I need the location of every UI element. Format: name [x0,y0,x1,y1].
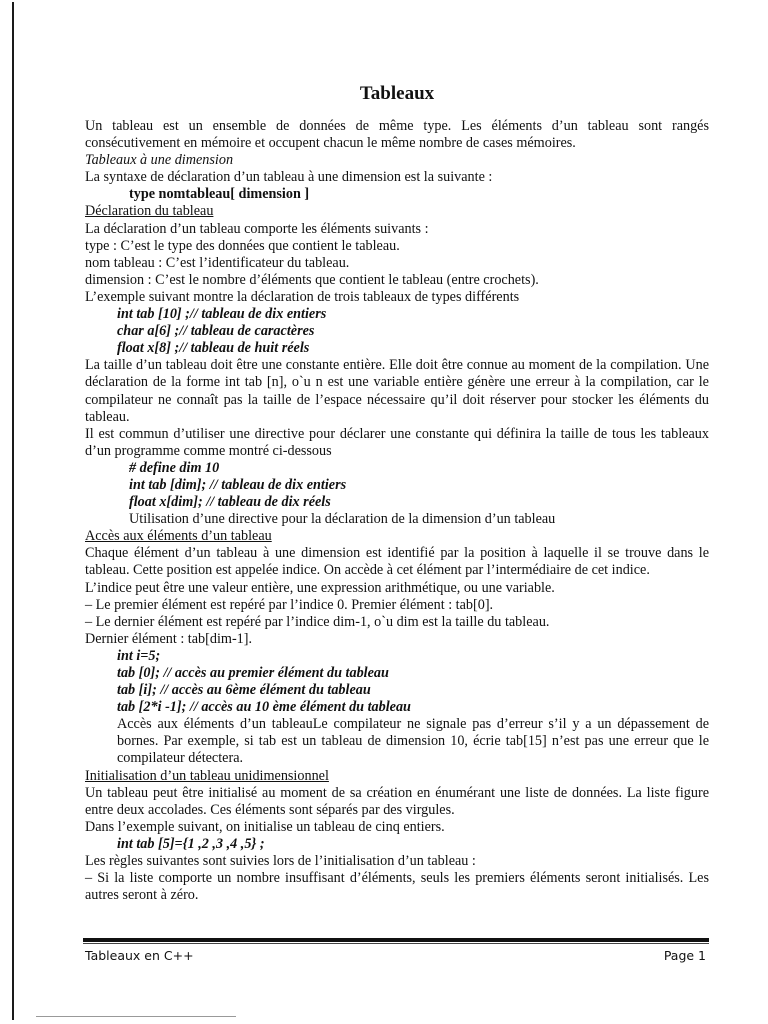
paragraph-bounds: Accès aux éléments d’un tableauLe compilateur ne signale pas d’erreur s’il y a un dépassement de bornes. Par exemple, si tab est un tableau de dimension 10, écrie tab[15] n’est pas une erreur que le compilateur détectera. [117,716,709,767]
paragraph-rules: Les règles suivantes sont suivies lors de l’initialisation d’un tableau : [85,853,476,870]
paragraph-size: La taille d’un tableau doit être une constante entière. Elle doit être connue au moment de la compilation. Une déclaration de la forme int tab [n], o`u n est une variable entière génère une erreur à la compilation, car le compilateur ne connaît pas la taille de l’espace nécessaire qu’il doit réserver pour stocker les éléments du tableau. [85,357,709,425]
paragraph-declaration: La déclaration d’un tableau comporte les éléments suivants : [85,220,429,237]
page-title: Tableaux [359,83,435,104]
section-heading-access: Accès aux éléments d’un tableau [85,528,272,545]
paragraph-init-example: Dans l’exemple suivant, on initialise un tableau de cinq entiers. [85,818,445,835]
subheading-one-dimension: Tableaux à une dimension [85,152,234,169]
footer-document-title: Tableaux en C++ [85,948,194,963]
code-line: float x[8] ;// tableau de huit réels [117,340,310,357]
code-line: int i=5; [117,647,161,664]
code-line: tab [i]; // accès au 6ème élément du tableau [117,682,371,699]
paragraph-example: L’exemple suivant montre la déclaration de trois tableaux de types différents [85,288,520,305]
code-line: int tab [dim]; // tableau de dix entiers [129,476,347,493]
definition-type: type : C’est le type des données que contient le tableau. [85,237,400,254]
code-line: char a[6] ;// tableau de caractères [117,323,315,340]
list-item: – Le premier élément est repéré par l’indice 0. Premier élément : tab[0]. [85,596,494,613]
list-item: – Si la liste comporte un nombre insuffisant d’éléments, seuls les premiers éléments seront initialisés. Les autres seront à zéro. [85,870,709,904]
code-line: tab [2*i -1]; // accès au 10 ème élément du tableau [117,699,411,716]
document-body [85,118,709,904]
code-line: int tab [5]={1 ,2 ,3 ,4 ,5} ; [117,835,265,852]
code-line: int tab [10] ;// tableau de dix entiers [117,306,327,323]
code-line: float x[dim]; // tableau de dix réels [129,494,331,511]
scan-edge-line [12,2,14,1020]
paragraph-intro: Un tableau est un ensemble de données de même type. Les éléments d’un tableau sont rangés consécutivement en mémoire et occupent chacun le même nombre de cases mémoires. [85,118,709,152]
footer-divider-thin [83,943,709,944]
paragraph-initialisation: Un tableau peut être initialisé au moment de sa création en énumérant une liste de données. La liste figure entre deux accolades. Ces éléments sont séparés par des virgules. [85,784,709,818]
paragraph-syntax: La syntaxe de déclaration d’un tableau à une dimension est la suivante : [85,169,493,186]
footer-page-number: Page 1 [663,948,706,963]
list-item: – Le dernier élément est repéré par l’indice dim-1, o`u dim est la taille du tableau. [85,613,550,630]
definition-dimension: dimension : C’est le nombre d’éléments que contient le tableau (entre crochets). [85,271,539,288]
definition-name: nom tableau : C’est l’identificateur du tableau. [85,254,350,271]
code-syntax: type nomtableau[ dimension ] [129,186,310,203]
section-heading-initialisation: Initialisation d’un tableau unidimensionnel [85,767,329,784]
paragraph-access: Chaque élément d’un tableau à une dimension est identifié par la position à laquelle il se trouve dans le tableau. Cette position est appelée indice. On accède à cet élément par l’intermédiaire de cet indice. [85,545,709,579]
scan-edge-mark [36,1016,236,1017]
paragraph-last-element: Dernier élément : tab[dim-1]. [85,630,253,647]
code-line: # define dim 10 [129,459,220,476]
caption-directive: Utilisation d’une directive pour la déclaration de la dimension d’un tableau [129,511,556,528]
footer-divider [83,938,709,942]
code-line: tab [0]; // accès au premier élément du tableau [117,665,389,681]
section-heading-declaration: Déclaration du tableau [85,203,214,220]
paragraph-directive: Il est commun d’utiliser une directive pour déclarer une constante qui définira la taille de tous les tableaux d’un programme comme montré ci-dessous [85,425,709,459]
paragraph-index: L’indice peut être une valeur entière, une expression arithmétique, ou une variable. [85,579,555,596]
